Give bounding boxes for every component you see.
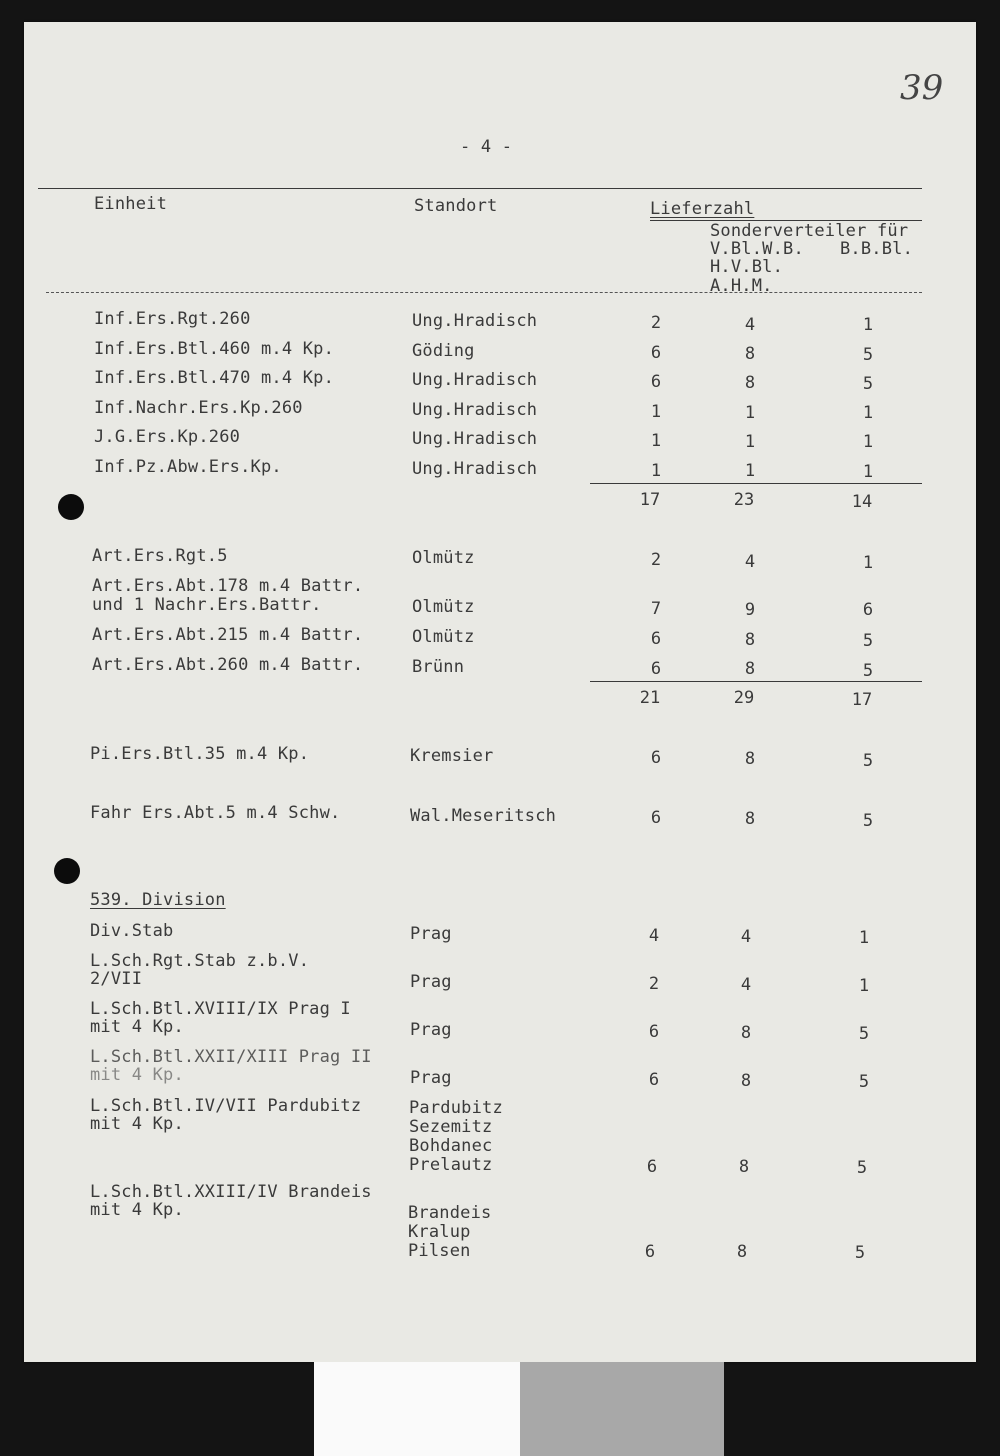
value-col2: 8: [744, 749, 756, 769]
header-col1-line1: V.Bl.W.B.: [710, 239, 804, 259]
page-number: - 4 -: [460, 137, 513, 157]
einheit-cell: L.Sch.Btl.IV/VII Pardubitz: [90, 1096, 362, 1116]
total-col2: 29: [733, 688, 755, 708]
value-col1: 2: [650, 313, 662, 333]
value-col2: 4: [740, 927, 752, 947]
standort-cell: Kralup: [408, 1222, 471, 1242]
value-col1: 6: [646, 1157, 658, 1177]
total-col3: 17: [851, 690, 873, 710]
einheit-cell: mit 4 Kp.: [90, 1200, 184, 1220]
value-col3: 1: [862, 315, 874, 335]
header-lieferzahl: Lieferzahl: [650, 199, 755, 219]
standort-cell: Brünn: [412, 657, 465, 677]
standort-cell: Prag: [410, 1068, 452, 1088]
punch-hole: [58, 494, 84, 520]
value-col3: 5: [862, 631, 874, 651]
header-col1-line3: A.H.M.: [710, 276, 773, 296]
standort-cell: Prag: [410, 972, 452, 992]
standort-cell: Prag: [410, 924, 452, 944]
sum-rule: [590, 681, 922, 682]
value-col2: 4: [744, 552, 756, 572]
einheit-cell: mit 4 Kp.: [90, 1017, 184, 1037]
value-col2: 8: [744, 630, 756, 650]
einheit-cell: L.Sch.Rgt.Stab z.b.V.: [90, 951, 310, 971]
value-col1: 6: [650, 343, 662, 363]
value-col3: 5: [862, 751, 874, 771]
header-sonderverteiler: Sonderverteiler für: [710, 221, 909, 241]
value-col2: 8: [736, 1242, 748, 1262]
value-col2: 4: [744, 315, 756, 335]
value-col2: 8: [744, 659, 756, 679]
einheit-cell: Fahr Ers.Abt.5 m.4 Schw.: [90, 803, 341, 823]
value-col2: 4: [740, 975, 752, 995]
calibration-white-patch: [314, 1362, 520, 1456]
value-col1: 1: [650, 461, 662, 481]
einheit-cell: Art.Ers.Abt.215 m.4 Battr.: [92, 625, 364, 645]
standort-cell: Olmütz: [412, 548, 475, 568]
einheit-cell: Art.Ers.Abt.178 m.4 Battr.: [92, 576, 364, 596]
standort-cell: Olmütz: [412, 597, 475, 617]
value-col1: 6: [648, 1022, 660, 1042]
standort-cell: Wal.Meseritsch: [410, 806, 557, 826]
value-col2: 8: [740, 1071, 752, 1091]
total-col1: 17: [639, 490, 661, 510]
document-page: [24, 22, 976, 1362]
standort-cell: Ung.Hradisch: [412, 459, 538, 479]
standort-cell: Sezemitz: [409, 1117, 493, 1137]
value-col2: 8: [744, 344, 756, 364]
einheit-cell: Pi.Ers.Btl.35 m.4 Kp.: [90, 744, 310, 764]
standort-cell: Pilsen: [408, 1241, 471, 1261]
value-col2: 1: [744, 461, 756, 481]
value-col1: 6: [650, 629, 662, 649]
standort-cell: Pardubitz: [409, 1098, 503, 1118]
value-col1: 1: [650, 402, 662, 422]
value-col3: 5: [858, 1024, 870, 1044]
value-col3: 5: [856, 1158, 868, 1178]
value-col2: 8: [740, 1023, 752, 1043]
value-col1: 1: [650, 431, 662, 451]
punch-hole: [54, 858, 80, 884]
value-col1: 4: [648, 926, 660, 946]
standort-cell: Ung.Hradisch: [412, 400, 538, 420]
value-col2: 9: [744, 600, 756, 620]
header-top-rule: [38, 188, 922, 189]
standort-cell: Prelautz: [409, 1155, 493, 1175]
standort-cell: Bohdanec: [409, 1136, 493, 1156]
einheit-cell: und 1 Nachr.Ers.Battr.: [92, 595, 322, 615]
einheit-cell: Inf.Ers.Btl.460 m.4 Kp.: [94, 339, 335, 359]
value-col3: 5: [862, 811, 874, 831]
value-col2: 8: [744, 809, 756, 829]
value-col1: 6: [644, 1242, 656, 1262]
standort-cell: Kremsier: [410, 746, 494, 766]
value-col3: 1: [858, 976, 870, 996]
value-col1: 7: [650, 599, 662, 619]
folio-number: 39: [900, 68, 944, 108]
standort-cell: Olmütz: [412, 627, 475, 647]
header-bottom-rule: [46, 292, 922, 293]
value-col1: 2: [648, 974, 660, 994]
einheit-cell: L.Sch.Btl.XXIII/IV Brandeis: [90, 1182, 372, 1202]
einheit-cell: mit 4 Kp.: [90, 1065, 184, 1085]
value-col3: 6: [862, 600, 874, 620]
header-standort: Standort: [414, 196, 498, 216]
value-col1: 2: [650, 550, 662, 570]
value-col1: 6: [650, 748, 662, 768]
header-col2: B.B.Bl.: [840, 239, 914, 259]
value-col2: 8: [744, 373, 756, 393]
einheit-cell: Art.Ers.Abt.260 m.4 Battr.: [92, 655, 364, 675]
value-col1: 6: [650, 808, 662, 828]
value-col1: 6: [650, 659, 662, 679]
value-col2: 8: [738, 1157, 750, 1177]
value-col3: 5: [862, 374, 874, 394]
total-col1: 21: [639, 688, 661, 708]
einheit-cell: L.Sch.Btl.XXII/XIII Prag II: [90, 1047, 372, 1067]
standort-cell: Brandeis: [408, 1203, 492, 1223]
value-col3: 5: [858, 1072, 870, 1092]
total-col3: 14: [851, 492, 873, 512]
value-col2: 1: [744, 432, 756, 452]
value-col3: 1: [862, 432, 874, 452]
einheit-cell: Inf.Pz.Abw.Ers.Kp.: [94, 457, 282, 477]
value-col3: 1: [862, 462, 874, 482]
standort-cell: Ung.Hradisch: [412, 429, 538, 449]
division-title: 539. Division: [90, 890, 226, 910]
value-col3: 1: [862, 553, 874, 573]
value-col3: 5: [862, 661, 874, 681]
value-col2: 1: [744, 403, 756, 423]
einheit-cell: 2/VII: [90, 969, 143, 989]
einheit-cell: Inf.Ers.Btl.470 m.4 Kp.: [94, 368, 335, 388]
value-col3: 1: [858, 928, 870, 948]
value-col3: 5: [854, 1243, 866, 1263]
header-einheit: Einheit: [94, 194, 168, 214]
einheit-cell: mit 4 Kp.: [90, 1114, 184, 1134]
einheit-cell: Art.Ers.Rgt.5: [92, 546, 228, 566]
einheit-cell: J.G.Ers.Kp.260: [94, 427, 241, 447]
header-col1-line2: H.V.Bl.: [710, 257, 784, 277]
value-col3: 5: [862, 345, 874, 365]
sum-rule: [590, 483, 922, 484]
total-col2: 23: [733, 490, 755, 510]
standort-cell: Ung.Hradisch: [412, 311, 538, 331]
value-col1: 6: [648, 1070, 660, 1090]
einheit-cell: Div.Stab: [90, 921, 174, 941]
standort-cell: Göding: [412, 341, 475, 361]
value-col3: 1: [862, 403, 874, 423]
value-col1: 6: [650, 372, 662, 392]
einheit-cell: L.Sch.Btl.XVIII/IX Prag I: [90, 999, 351, 1019]
einheit-cell: Inf.Ers.Rgt.260: [94, 309, 251, 329]
standort-cell: Prag: [410, 1020, 452, 1040]
einheit-cell: Inf.Nachr.Ers.Kp.260: [94, 398, 303, 418]
calibration-gray-patch: [520, 1362, 724, 1456]
standort-cell: Ung.Hradisch: [412, 370, 538, 390]
